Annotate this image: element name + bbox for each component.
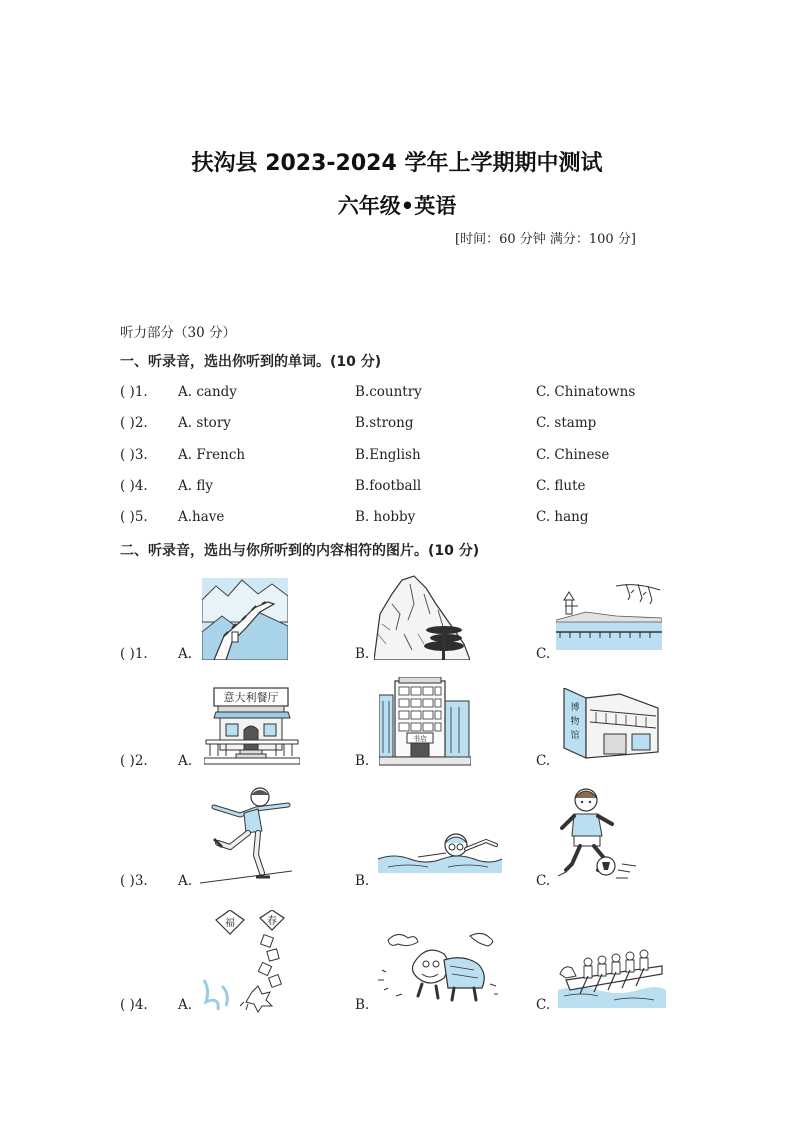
dragon-boat-image[interactable] <box>558 946 666 1008</box>
option-a-label: A. <box>178 873 193 889</box>
museum-sign-char: 博 <box>570 703 580 713</box>
page-subtitle: 六年级•英语 <box>337 194 457 218</box>
option-b: B.country <box>355 384 422 400</box>
question-row <box>0 384 794 404</box>
question-row <box>0 509 794 529</box>
option-b-label: B. <box>355 997 370 1013</box>
restaurant-sign-text: 意大利餐厅 <box>223 691 279 704</box>
option-b: B.English <box>355 447 421 463</box>
museum-sign-char: 物 <box>570 717 580 727</box>
spring-festival-decorations-image[interactable] <box>200 910 292 1014</box>
option-c: C. hang <box>536 509 589 525</box>
bookstore-sign-text: 书店 <box>413 735 427 743</box>
lion-dance-image[interactable] <box>378 930 500 1006</box>
question-number[interactable]: ( )4. <box>120 997 148 1013</box>
skating-boy-image[interactable] <box>200 785 292 885</box>
option-a-label: A. <box>178 646 193 662</box>
page-title: 扶沟县 2023-2024 学年上学期期中测试 <box>191 151 603 176</box>
lake-pagoda-image[interactable] <box>556 582 662 650</box>
option-a: A. story <box>178 415 231 431</box>
museum-image[interactable] <box>560 688 660 760</box>
question-number[interactable]: ( )1. <box>120 384 148 400</box>
option-c-label: C. <box>536 753 551 769</box>
option-b-label: B. <box>355 873 370 889</box>
question-row <box>0 447 794 467</box>
italian-restaurant-image[interactable] <box>204 684 300 766</box>
option-c-label: C. <box>536 646 551 662</box>
option-a: A. fly <box>178 478 213 494</box>
option-c: C. Chinatowns <box>536 384 636 400</box>
question-number[interactable]: ( )4. <box>120 478 148 494</box>
question-number[interactable]: ( )2. <box>120 415 148 431</box>
question-row <box>0 415 794 435</box>
mountain-pine-image[interactable] <box>374 574 470 660</box>
question-number[interactable]: ( )2. <box>120 753 148 769</box>
option-c: C. flute <box>536 478 586 494</box>
option-a: A. French <box>178 447 246 463</box>
option-a: A.have <box>178 509 225 525</box>
question-number[interactable]: ( )3. <box>120 873 148 889</box>
question-number[interactable]: ( )5. <box>120 509 148 525</box>
football-boy-image[interactable] <box>558 784 640 880</box>
section2-heading: 二、听录音，选出与你所听到的内容相符的图片。(10 分) <box>120 543 480 559</box>
option-b: B. hobby <box>355 509 416 525</box>
option-c-label: C. <box>536 873 551 889</box>
great-wall-image[interactable] <box>202 572 288 660</box>
option-b-label: B. <box>355 646 370 662</box>
listening-heading: 听力部分（30 分） <box>120 325 236 341</box>
section1-heading: 一、听录音，选出你听到的单词。(10 分) <box>120 354 382 370</box>
museum-sign-char: 馆 <box>570 731 580 741</box>
bookstore-image[interactable] <box>379 677 471 767</box>
swimming-boy-image[interactable] <box>378 827 502 877</box>
option-c: C. stamp <box>536 415 597 431</box>
fu-character: 福 <box>225 918 235 929</box>
option-a-label: A. <box>178 997 193 1013</box>
chun-character: 春 <box>267 916 277 927</box>
option-b: B.strong <box>355 415 414 431</box>
option-b-label: B. <box>355 753 370 769</box>
exam-meta: [时间：60 分钟 满分：100 分] <box>455 232 636 247</box>
option-a-label: A. <box>178 753 193 769</box>
option-c: C. Chinese <box>536 447 610 463</box>
option-b: B.football <box>355 478 422 494</box>
question-number[interactable]: ( )1. <box>120 646 148 662</box>
option-a: A. candy <box>178 384 237 400</box>
question-row <box>0 478 794 498</box>
question-number[interactable]: ( )3. <box>120 447 148 463</box>
option-c-label: C. <box>536 997 551 1013</box>
